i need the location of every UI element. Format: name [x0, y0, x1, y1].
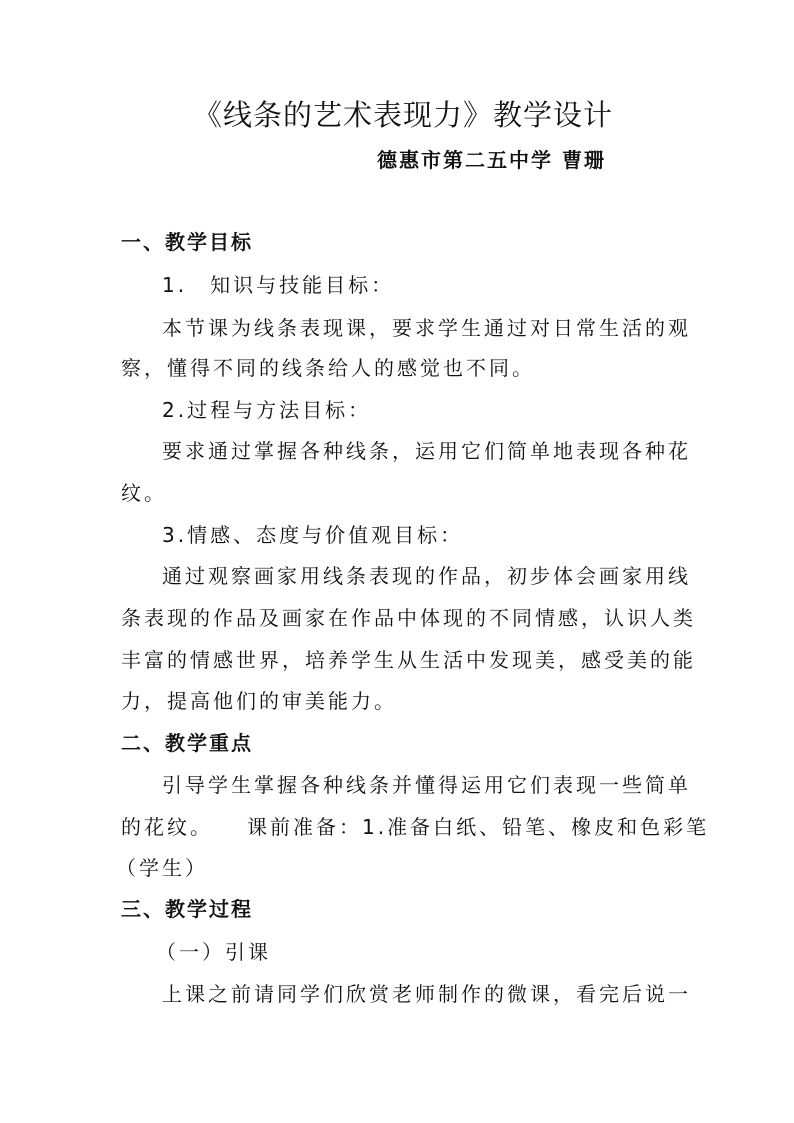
- paragraph-line: 纹。: [121, 481, 167, 505]
- section-heading-process: 三、教学过程: [121, 897, 253, 921]
- section-heading-objectives: 一、教学目标: [121, 230, 253, 254]
- paragraph-line: （学生）: [116, 856, 208, 880]
- paragraph-line: 上课之前请同学们欣赏老师制作的微课，看完后说一: [162, 982, 691, 1006]
- subheading-introduction: （一）引课: [156, 940, 271, 964]
- author-line: 德惠市第二五中学 曹珊: [377, 148, 606, 172]
- paragraph-line: 通过观察画家用线条表现的作品，初步体会画家用线: [162, 564, 691, 588]
- paragraph-line: 要求通过掌握各种线条，运用它们简单地表现各种花: [162, 439, 691, 463]
- paragraph-line: 丰富的情感世界，培养学生从生活中发现美，感受美的能: [121, 648, 696, 672]
- document-title: 《线条的艺术表现力》教学设计: [193, 98, 614, 132]
- subheading-process-method: 2.过程与方法目标：: [162, 398, 372, 422]
- paragraph-line: 引导学生掌握各种线条并懂得运用它们表现一些简单: [162, 773, 691, 797]
- paragraph-line: 察，懂得不同的线条给人的感觉也不同。: [121, 356, 535, 380]
- paragraph-line: 力，提高他们的审美能力。: [121, 689, 397, 713]
- subheading-emotion-values: 3.情感、态度与价值观目标：: [162, 523, 464, 547]
- paragraph-line: 本节课为线条表现课，要求学生通过对日常生活的观: [162, 316, 691, 340]
- subheading-knowledge-skills: 1. 知识与技能目标：: [162, 273, 395, 297]
- paragraph-line: 课前准备：1.准备白纸、铅笔、橡皮和色彩笔: [247, 815, 710, 839]
- paragraph-line: 的花纹。: [121, 815, 213, 839]
- section-heading-key-points: 二、教学重点: [121, 731, 253, 755]
- paragraph-line: 条表现的作品及画家在作品中体现的不同情感，认识人类: [121, 606, 696, 630]
